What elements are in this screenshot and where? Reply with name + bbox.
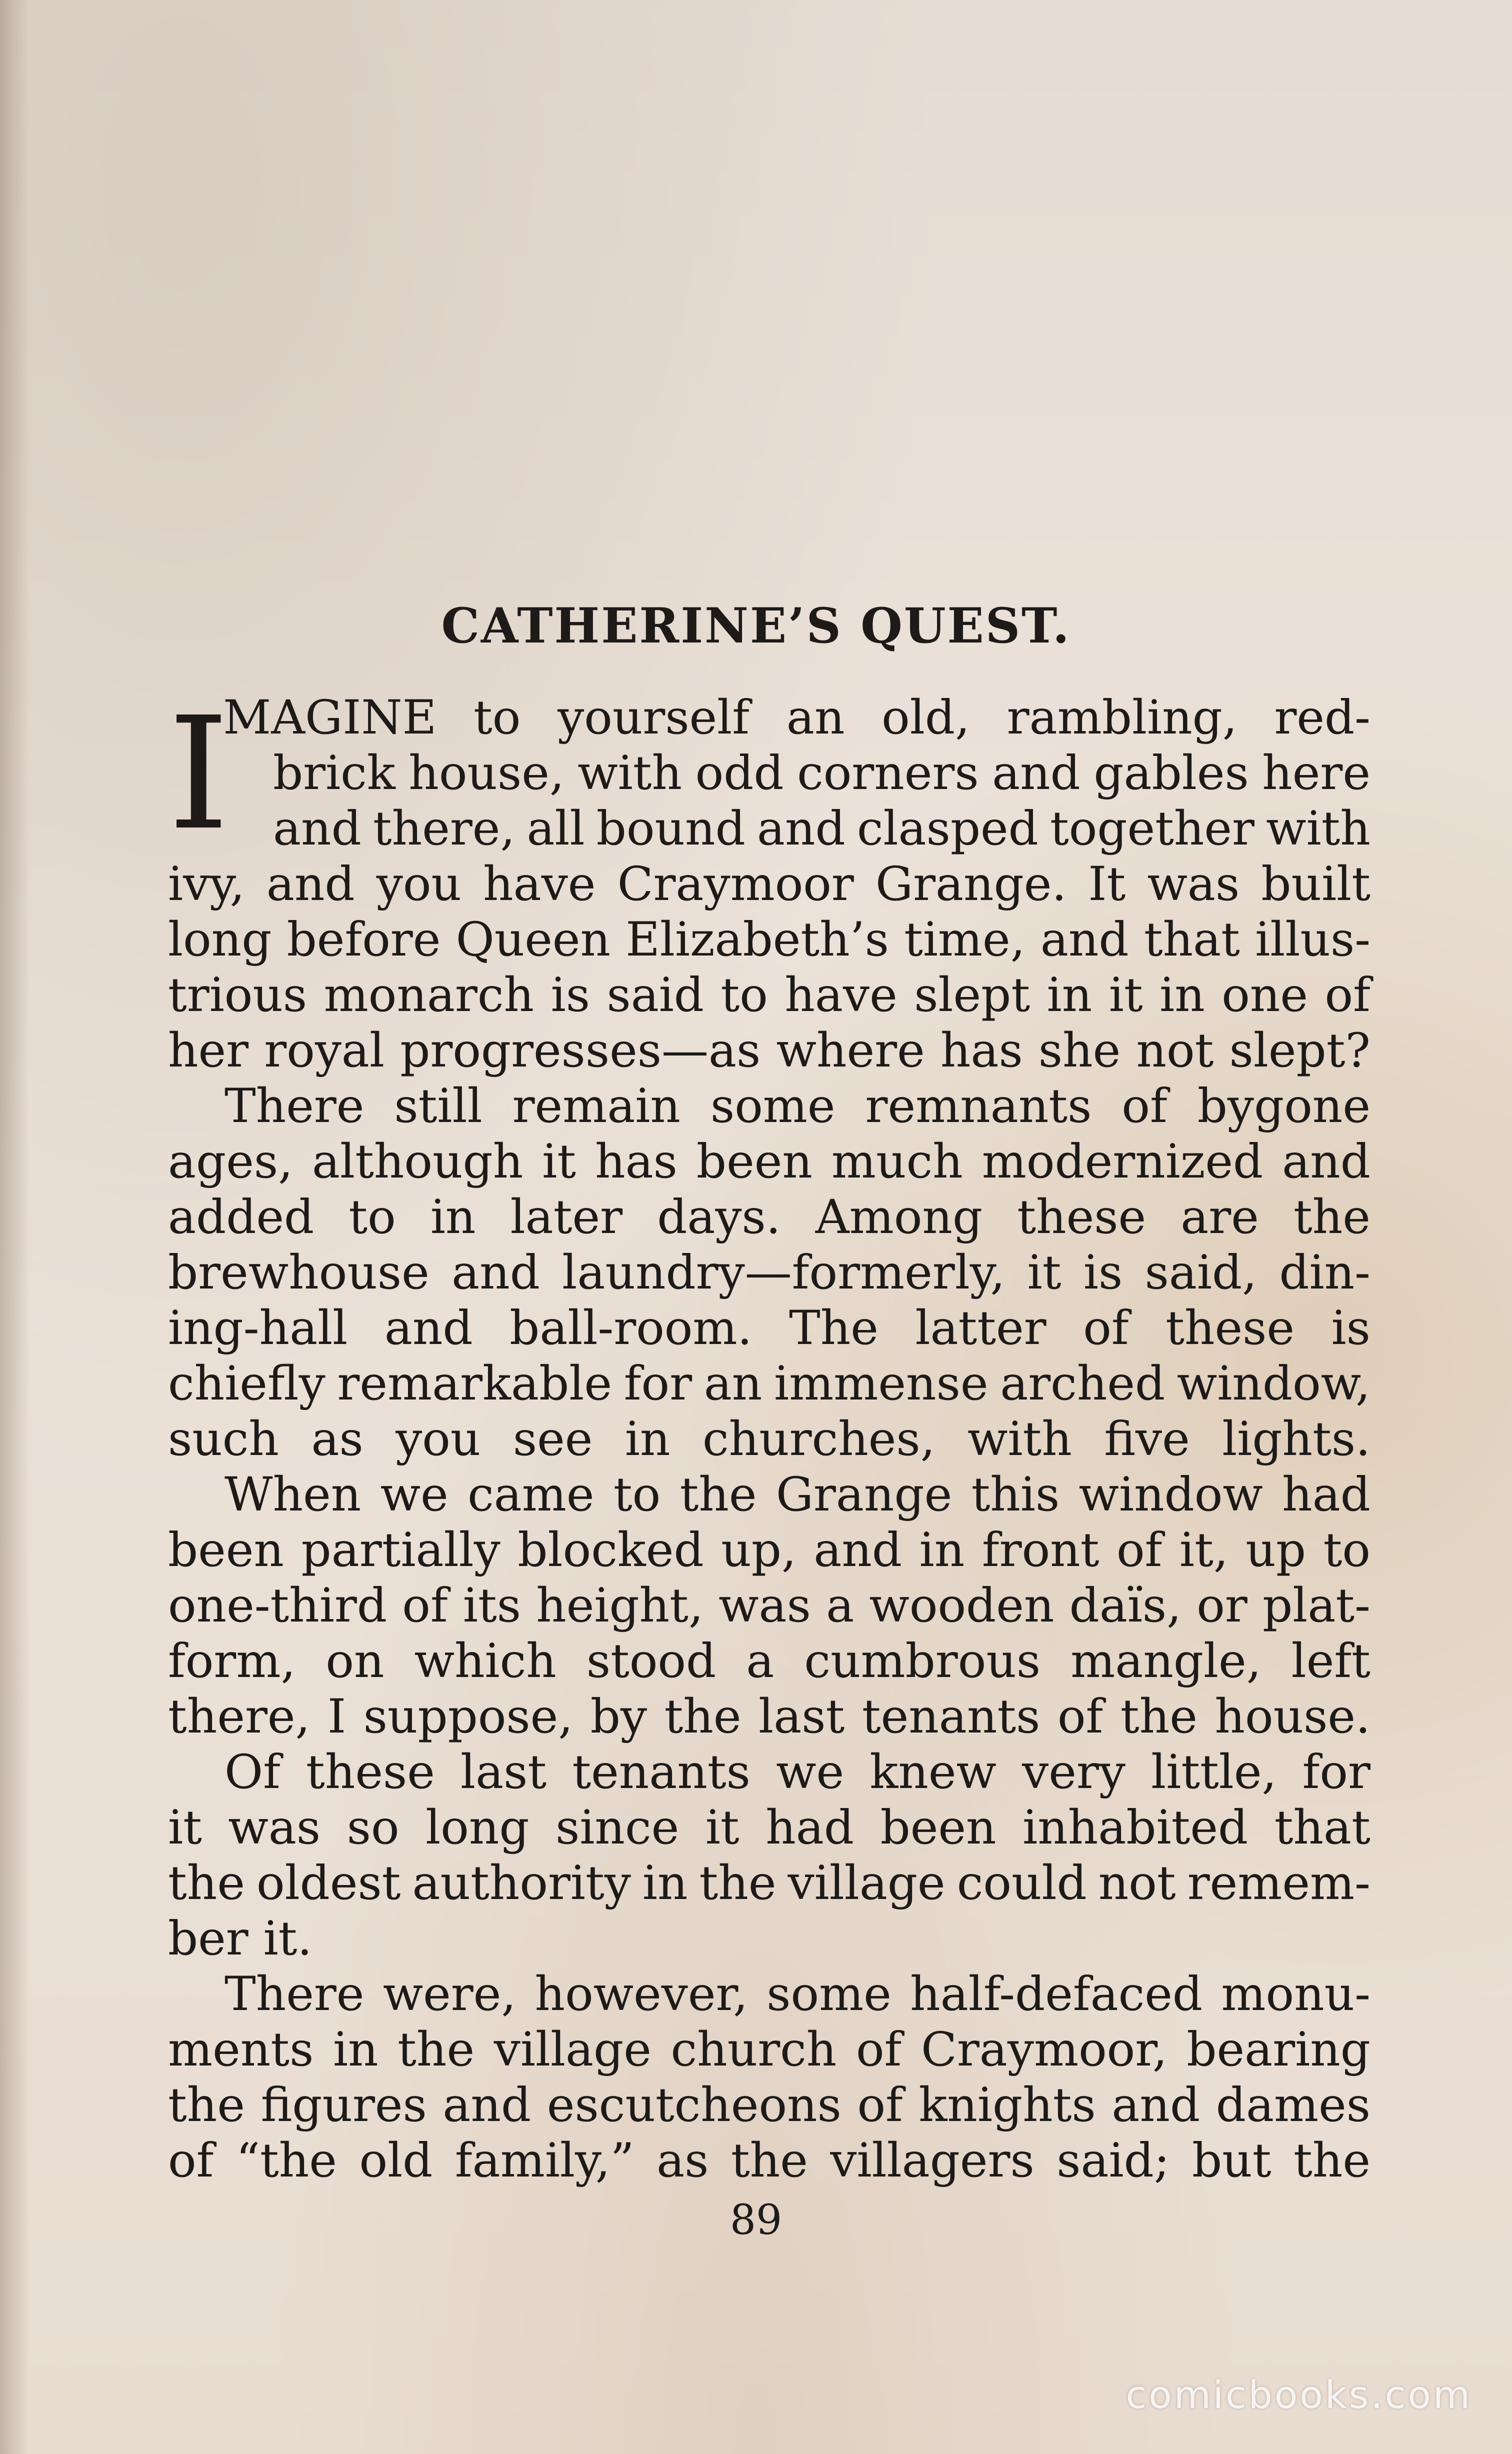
word: odd xyxy=(695,746,784,800)
word: it xyxy=(1027,1246,1062,1300)
word: of xyxy=(1116,1523,1162,1578)
word: ball-room. xyxy=(510,1301,752,1356)
word: clasped xyxy=(856,802,1038,856)
word: it xyxy=(705,1800,740,1855)
word: and xyxy=(442,2078,532,2132)
word: suppose, xyxy=(363,1690,574,1744)
word: village xyxy=(494,2022,652,2077)
word: since xyxy=(556,1800,680,1855)
word: have xyxy=(784,968,898,1022)
word: front xyxy=(982,1523,1100,1578)
word: there, xyxy=(168,1690,310,1744)
word: said, xyxy=(1144,1246,1258,1300)
word: much xyxy=(831,1134,963,1189)
text-line xyxy=(168,1412,1370,1467)
word: Queen xyxy=(456,912,611,967)
drop-cap: I xyxy=(168,684,230,864)
word: we xyxy=(380,1468,448,1522)
word: and xyxy=(992,746,1080,800)
word: later xyxy=(510,1190,623,1244)
word: of xyxy=(1083,1301,1129,1356)
opening-paragraph xyxy=(168,684,1370,864)
word: however, xyxy=(534,1967,748,2022)
word: arched xyxy=(1000,1356,1166,1411)
word: slept xyxy=(914,968,1030,1022)
word: knights xyxy=(918,2078,1096,2132)
word: the xyxy=(664,1690,742,1744)
text-line xyxy=(168,1467,1370,1522)
word: the xyxy=(168,2078,245,2132)
word: to xyxy=(613,1468,661,1522)
word: has xyxy=(940,1024,1023,1078)
word: was xyxy=(718,1578,811,1633)
word: remarkable xyxy=(337,1356,612,1411)
word: a xyxy=(746,1634,774,1688)
word: cumbrous xyxy=(804,1634,1041,1688)
word: one xyxy=(1222,968,1308,1022)
word: rambling, xyxy=(1006,690,1238,745)
word: with xyxy=(968,1412,1072,1466)
word: of xyxy=(1122,1079,1168,1134)
word: and xyxy=(384,1301,473,1356)
word: to xyxy=(720,968,768,1022)
word: church xyxy=(670,2022,837,2077)
word: Craymoor xyxy=(617,857,854,912)
word: slept? xyxy=(1229,1024,1370,1078)
text-line xyxy=(168,1800,1370,1856)
word: the xyxy=(168,1856,245,1910)
word: churches, xyxy=(702,1412,936,1466)
word: remem- xyxy=(1187,1856,1370,1910)
word: inhabited xyxy=(1022,1800,1248,1855)
word: five xyxy=(1104,1412,1190,1466)
text-line xyxy=(168,1023,1370,1078)
word: and xyxy=(1282,1134,1370,1189)
word: had xyxy=(1282,1468,1370,1522)
word: latter xyxy=(915,1301,1046,1356)
text-line xyxy=(168,1689,1370,1744)
word: din- xyxy=(1279,1246,1370,1300)
word: the xyxy=(699,1856,776,1910)
body-text xyxy=(168,684,1370,2188)
word: a xyxy=(826,1578,854,1633)
word: it xyxy=(542,1134,576,1189)
word: together xyxy=(1050,802,1254,856)
word: built xyxy=(1261,857,1370,912)
word: that xyxy=(1274,1800,1370,1855)
word: bound xyxy=(596,802,746,856)
text-line xyxy=(168,2022,1370,2078)
word: added xyxy=(168,1190,314,1244)
word: monarch xyxy=(324,968,534,1022)
word: There xyxy=(224,1079,364,1134)
word: ing-hall xyxy=(168,1301,348,1356)
word: still xyxy=(394,1079,482,1134)
text-line xyxy=(168,1300,1370,1356)
word: was xyxy=(228,1800,321,1855)
word: village xyxy=(788,1856,946,1910)
word: wooden xyxy=(869,1578,1054,1633)
word: red- xyxy=(1274,690,1370,745)
text-line xyxy=(168,2133,1370,2188)
word: knew xyxy=(870,1745,996,1800)
word: MAGINE xyxy=(223,690,437,745)
word: the xyxy=(680,1468,757,1522)
word: tenants xyxy=(572,1745,750,1800)
word: in xyxy=(430,1190,476,1244)
word: with xyxy=(578,746,682,800)
word: bearing xyxy=(1186,2022,1370,2077)
word: of xyxy=(856,2022,902,2077)
word: trious xyxy=(168,968,308,1022)
word: bygone xyxy=(1197,1079,1370,1134)
word: some xyxy=(710,1079,836,1134)
text-line xyxy=(168,1744,1370,1800)
word: with xyxy=(1266,802,1370,856)
text-line xyxy=(168,1578,1370,1634)
text-line xyxy=(168,1856,1370,1911)
word: been xyxy=(696,1134,812,1189)
word: this xyxy=(971,1468,1060,1522)
word: tenants xyxy=(862,1690,1040,1744)
word: ments xyxy=(168,2022,314,2077)
word: all xyxy=(526,802,585,856)
word: When xyxy=(224,1468,362,1522)
word: yourself xyxy=(558,690,750,745)
word: is xyxy=(550,968,590,1022)
word: of xyxy=(402,1578,448,1633)
word: house, xyxy=(408,746,564,800)
text-line xyxy=(168,856,1370,912)
word: and xyxy=(1112,2078,1200,2132)
word: very xyxy=(1022,1745,1126,1800)
word: brick xyxy=(273,746,396,800)
word: chiefly xyxy=(168,1356,326,1411)
word: family,” xyxy=(454,2134,634,2188)
text-line xyxy=(168,1245,1370,1300)
word: I xyxy=(327,1690,346,1744)
word: or xyxy=(1196,1578,1248,1633)
word: immense xyxy=(774,1356,988,1411)
word: last xyxy=(758,1690,845,1744)
word: house. xyxy=(1214,1690,1370,1744)
word: to xyxy=(1323,1523,1370,1578)
word: left xyxy=(1291,1634,1370,1688)
word: is xyxy=(1083,1246,1123,1300)
word: in xyxy=(624,1412,670,1466)
word: we xyxy=(776,1745,844,1800)
text-line xyxy=(168,1522,1370,1578)
word: form, xyxy=(168,1634,296,1688)
word: said; xyxy=(1056,2134,1170,2188)
word: Of xyxy=(224,1745,280,1800)
watermark: comicbooks.com xyxy=(1126,2372,1472,2417)
text-line xyxy=(168,1634,1370,1689)
word: not xyxy=(1098,1856,1176,1910)
text-line xyxy=(168,1078,1370,1134)
word: of xyxy=(1057,1690,1104,1744)
word: before xyxy=(286,912,441,967)
word: in xyxy=(1160,968,1205,1022)
word: by xyxy=(590,1690,648,1744)
word: and xyxy=(266,857,355,912)
word: as xyxy=(656,2134,709,2188)
word: she xyxy=(1038,1024,1121,1078)
page-number: 89 xyxy=(730,2196,782,2244)
word: gables xyxy=(1094,746,1249,800)
word: Craymoor, xyxy=(920,2022,1168,2077)
word: stood xyxy=(586,1634,716,1688)
word: are xyxy=(1180,1190,1259,1244)
word: which xyxy=(414,1634,556,1688)
text-line xyxy=(168,1966,1370,2022)
word: was xyxy=(1147,857,1240,912)
word: have xyxy=(483,857,596,912)
word: although xyxy=(312,1134,524,1189)
word: of xyxy=(857,2078,903,2132)
word: Grange xyxy=(776,1468,952,1522)
word: brewhouse xyxy=(168,1246,430,1300)
page-edge-shadow xyxy=(0,0,30,2454)
word: these xyxy=(1017,1190,1146,1244)
word: but xyxy=(1192,2134,1272,2188)
word: of xyxy=(168,2134,214,2188)
word: time, xyxy=(904,912,1026,967)
word: daïs, xyxy=(1069,1578,1182,1633)
word: one-third xyxy=(168,1578,388,1633)
text-line xyxy=(168,1911,1370,1966)
word: royal xyxy=(264,1024,385,1078)
word: came xyxy=(468,1468,594,1522)
word: were, xyxy=(382,1967,516,2022)
word: laundry—formerly, xyxy=(562,1246,1006,1300)
word: window, xyxy=(1176,1356,1370,1411)
word: where xyxy=(776,1024,925,1078)
word: little, xyxy=(1151,1745,1277,1800)
word: in xyxy=(332,2022,378,2077)
word: and xyxy=(273,802,362,856)
word: height, xyxy=(536,1578,704,1633)
word: to xyxy=(348,1190,396,1244)
text-line xyxy=(168,968,1370,1023)
word: for xyxy=(624,1356,692,1411)
word: “the xyxy=(236,2134,337,2188)
word: you xyxy=(376,857,462,912)
word: in xyxy=(919,1523,965,1578)
text-line xyxy=(168,1190,1370,1245)
word: as xyxy=(311,1412,364,1466)
word: up xyxy=(1246,1523,1306,1578)
word: partially xyxy=(301,1523,500,1578)
word: see xyxy=(512,1412,593,1466)
word: Elizabeth’s xyxy=(626,912,889,967)
word: The xyxy=(789,1301,878,1356)
word: so xyxy=(346,1800,400,1855)
word: monu- xyxy=(1221,1967,1370,2022)
word: in xyxy=(1046,968,1092,1022)
word: blocked xyxy=(518,1523,704,1578)
chapter-title: CATHERINE’S QUEST. xyxy=(441,598,1071,654)
word: some xyxy=(766,1967,892,2022)
word: for xyxy=(1302,1745,1370,1800)
word: villagers xyxy=(830,2134,1034,2188)
word: is xyxy=(1331,1301,1370,1356)
word: not xyxy=(1136,1024,1214,1078)
word: illus- xyxy=(1255,912,1370,967)
word: had xyxy=(766,1800,854,1855)
word: on xyxy=(326,1634,384,1688)
word: old xyxy=(359,2134,433,2188)
word: said xyxy=(606,968,704,1022)
word: the xyxy=(1294,2134,1370,2188)
word: Among xyxy=(815,1190,983,1244)
word: corners xyxy=(797,746,979,800)
word: that xyxy=(1144,912,1240,967)
text-line xyxy=(168,746,1370,801)
word: could xyxy=(956,1856,1087,1910)
word: the xyxy=(398,2022,475,2077)
text-line xyxy=(168,1356,1370,1412)
word: long xyxy=(426,1800,530,1855)
word: such xyxy=(168,1412,279,1466)
word: in xyxy=(642,1856,688,1910)
word: remain xyxy=(512,1079,680,1134)
word: to xyxy=(474,690,521,745)
word: been xyxy=(168,1523,284,1578)
word: its xyxy=(462,1578,521,1633)
word: here xyxy=(1262,746,1370,800)
word: the xyxy=(730,2134,808,2188)
word: been xyxy=(880,1800,996,1855)
word: window xyxy=(1078,1468,1263,1522)
word: Grange. xyxy=(875,857,1067,912)
word: and xyxy=(756,802,846,856)
word: has xyxy=(595,1134,678,1189)
word: remnants xyxy=(865,1079,1092,1134)
word: progresses—as xyxy=(400,1024,761,1078)
word: escutcheons xyxy=(546,2078,842,2132)
text-line xyxy=(168,801,1370,856)
word: ivy, xyxy=(168,857,245,912)
word: these xyxy=(306,1745,435,1800)
word: modernized xyxy=(982,1134,1264,1189)
word: these xyxy=(1166,1301,1295,1356)
word: you xyxy=(396,1412,481,1466)
word: plat- xyxy=(1262,1578,1370,1633)
word: old, xyxy=(882,690,970,745)
word: last xyxy=(460,1745,547,1800)
word: authority xyxy=(412,1856,631,1910)
word: there, xyxy=(372,802,516,856)
word: and xyxy=(452,1246,540,1300)
word: oldest xyxy=(256,1856,401,1910)
word: and xyxy=(814,1523,902,1578)
word: days. xyxy=(657,1190,781,1244)
word: an xyxy=(704,1356,762,1411)
word: ages, xyxy=(168,1134,293,1189)
text-line xyxy=(168,912,1370,968)
word: the xyxy=(1293,1190,1370,1244)
word: lights. xyxy=(1222,1412,1370,1466)
word: mangle, xyxy=(1070,1634,1262,1688)
word: and xyxy=(1040,912,1129,967)
word: There xyxy=(224,1967,364,2022)
word: it xyxy=(1108,968,1143,1022)
word: It xyxy=(1088,857,1126,912)
word: up, xyxy=(721,1523,796,1578)
word: dames xyxy=(1216,2078,1370,2132)
text-line xyxy=(168,1134,1370,1190)
word: it xyxy=(168,1800,202,1855)
word: long xyxy=(168,912,272,967)
text-line xyxy=(168,2078,1370,2133)
word: of xyxy=(1324,968,1370,1022)
word: her xyxy=(168,1024,249,1078)
word: the xyxy=(1120,1690,1198,1744)
word: half-defaced xyxy=(910,1967,1203,2022)
text-line xyxy=(168,690,1370,746)
word: it, xyxy=(1180,1523,1228,1578)
word: ber it. xyxy=(168,1912,312,1966)
word: figures xyxy=(260,2078,427,2132)
word: an xyxy=(786,690,845,745)
